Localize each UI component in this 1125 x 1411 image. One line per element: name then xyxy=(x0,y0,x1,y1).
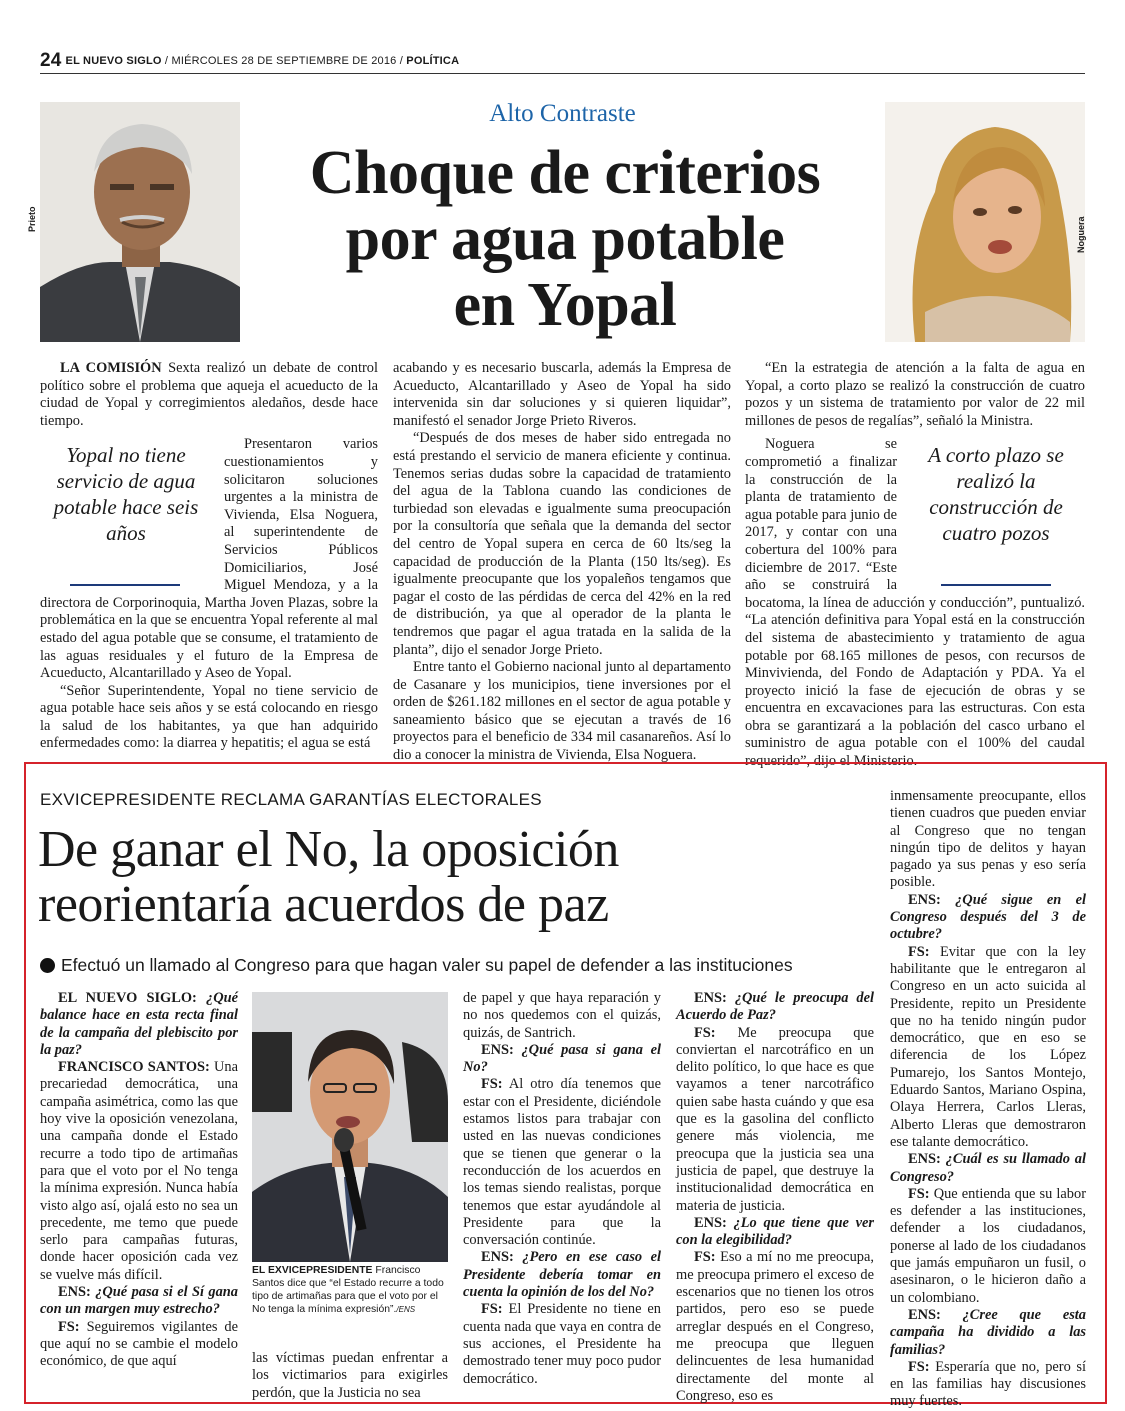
masthead-brand: EL NUEVO SIGLO xyxy=(65,55,162,67)
caption-credit: /ENS xyxy=(396,1305,416,1314)
interview-answer: FS: Eso a mí no me preocupa, me preocupa primero el exceso de escenarios que no tienen los otros partidos, pero eso se puede arreglar después en el Congreso, me preocupa que lleguen delincuentes de lesa humanidad directamente del monte al Congreso, eso es xyxy=(676,1249,874,1404)
article-column-1 xyxy=(40,360,378,755)
body-paragraph: Entre tanto el Gobierno nacional junto al departamento de Casanare y los municipios, tiene inversiones por el orden de $261.182 millones en el sector de agua potable y saneamiento básico que se ejecutan a través de 16 proyectos para el beneficio de 334 mil casanareños. Así lo dio a conocer la ministra de Vivienda, Elsa Noguera. xyxy=(393,659,731,764)
interview-answer: FS: Esperaría que no, pero sí en las familias hay discusiones muy fuertes. xyxy=(890,1358,1086,1410)
pull-quote-text: Yopal no tiene servicio de agua potable hace seis años xyxy=(53,443,199,546)
interview-column-4 xyxy=(676,990,874,1404)
interview-question: ENS: ¿Lo que tiene que ver con la elegibilidad? xyxy=(676,1214,874,1249)
interview-column-2 xyxy=(252,1350,448,1402)
interview-answer: las víctimas puedan enfrentar a los victimarios para exigirles perdón, que la Justicia no sea xyxy=(252,1350,448,1401)
main-headline xyxy=(240,140,890,338)
headline-line: por agua potable xyxy=(345,205,785,273)
headline-line: reorientaría acuerdos de paz xyxy=(38,876,609,933)
section-name: POLÍTICA xyxy=(406,55,460,67)
photo-credit-prieto: Prieto xyxy=(27,206,37,232)
interview-answer: FS: Al otro día tenemos que estar con el Presidente, diciéndole estamos listos para trabajar con usted en las nuevas condiciones que se tienen que generar o la reconducción de los acuerdos en los temas siendo realistas, porque tenemos que estar ayudándole al Presidente para que la conversación continúe. xyxy=(463,1076,661,1249)
lead-in: LA COMISIÓN xyxy=(60,360,162,376)
pull-quote-left xyxy=(40,436,212,586)
interview-headline xyxy=(38,822,878,932)
interview-question: ENS: ¿Qué pasa si el Sí gana con un margen muy estrecho? xyxy=(40,1284,238,1318)
bullet-dot-icon xyxy=(40,958,55,973)
interview-question: EL NUEVO SIGLO: ¿Qué balance hace en esta recta final de la campaña del plebiscito por la paz? xyxy=(40,990,238,1058)
interview-answer: FS: El Presidente no tiene en cuenta nada que vaya en contra de sus acciones, el Presidente ha demostrado tener muy poco pudor democrático. xyxy=(463,1301,661,1387)
body-paragraph: “En la estrategia de atención a la falta de agua en Yopal, a corto plazo se realizó la construcción de cuatro pozos y un sistema de tratamiento por valor de 22 mil millones de pesos de regalías”, señaló la Ministra. xyxy=(745,360,1085,429)
body-paragraph: LA COMISIÓN Sexta realizó un debate de control político sobre el problema que aqueja el acueducto de la ciudad de Yopal y corregimientos aledaños, desde hace tiempo. xyxy=(40,360,378,429)
header-rule xyxy=(40,73,1085,74)
interview-column-1 xyxy=(40,990,238,1398)
headline-line: en Yopal xyxy=(453,271,677,339)
body-paragraph: “Después de dos meses de haber sido entregada no está prestando el servicio de manera eficiente y continua. Tenemos serias dudas sobre la capacidad de tratamiento del agua de la Tablona cuando las condiciones de turbiedad son elevadas e igualmente suma preocupación por la consultoría que señala que la demanda del sector del centro de Yopal supera en cerca de 60 lts/seg la capacidad de producción de la Planta (150 lts/seg). Es igualmente preocupante que los yopaleños tengamos que pagar el costo de las pérdidas de cerca del 42% en la red de distribución, ya que al operador de la planta le tendremos que pagar el agua tratada en la salida de la planta”, dijo el senador Jorge Prieto. xyxy=(393,430,731,658)
interview-question: ENS: ¿Pero en ese caso el Presidente debería tomar en cuenta la opinión de los del No? xyxy=(463,1249,661,1301)
interview-answer: FS: Me preocupa que conviertan el narcotráfico en un delito político, lo que hace es que vayamos a tener narcotráfico quien sabe hasta cuándo y que esa que es la gasolina del conflicto genere más violencia, me preocupa que la justicia sea una justicia de papel, que destruye la institucionalidad democrática en materia de justicia. xyxy=(676,1024,874,1214)
headline-line: De ganar el No, la oposición xyxy=(38,821,619,878)
interview-column-5 xyxy=(890,788,1086,1410)
interview-question: ENS: ¿Qué sigue en el Congreso después del 3 de octubre? xyxy=(890,891,1086,943)
photo-credit-noguera: Noguera xyxy=(1076,216,1086,253)
pull-quote-text: A corto plazo se realizó la construcción de cuatro pozos xyxy=(928,443,1064,546)
interview-answer: FS: Que entienda que su labor es defender a las instituciones, defender a los ciudadanos, ponerse al lado de los ciudadanos que jamás empuñaron un fusil, o asesinaron, o le hicieron daño a un colombiano. xyxy=(890,1185,1086,1306)
body-paragraph: “Señor Superintendente, Yopal no tiene servicio de agua potable hace seis años y se está colocando en riesgo la salud de los habitantes, ya que han adquirido enfermedades como: la diarrea y hepatitis; el agua se está xyxy=(40,682,378,752)
folio-separator: / xyxy=(161,55,172,67)
body-paragraph: Presentaron varios cuestionamientos y solicitaron soluciones urgentes a la ministra de Vivienda, Elsa Noguera, al superintendente de Servicios Públicos Domiciliarios, José Miguel Mendoza, y a la directora de Corporinoquia, Martha Joven Plazas, sobre la problemática en la que se encuentra Yopal referente al mal estado del agua potable que se consume, el tratamiento de las aguas residuales y el futuro de la Empresa de Acueducto, Alcantarillado y Aseo de Yopal. xyxy=(40,436,378,682)
article-column-2 xyxy=(393,360,731,764)
folio-separator: / xyxy=(396,55,407,67)
interview-subhead: Efectuó un llamado al Congreso para que hagan valer su papel de defender a las instituciones xyxy=(40,955,880,976)
page-folio xyxy=(40,50,459,72)
interview-answer: FS: Seguiremos vigilantes de que aquí no se cambie el modelo económico, de que aquí xyxy=(40,1318,238,1370)
pull-quote-right xyxy=(907,436,1085,586)
body-paragraph: Noguera se comprometió a finalizar la construcción de la planta de tratamiento de agua potable para junio de 2017, y contar con una cobertura del 100% para diciembre de 2017. “Este año se construirá la bocatoma, la línea de aducción y conducción”, puntualizó. “La atención definitiva para Yopal está en la construcción del sistema de abastecimiento y tratamiento de agua potable por 68.165 millones de pesos, con recursos de Minvivienda, del Fondo de Adaptación y PDA. Ya el proyecto inició la fase de ejecución de obras y se encuentra en excavaciones para las estructuras. Con esta obra se garantizará a la población del casco urbano el suministro de agua potable con el 100% del caudal requerido”, dijo el Ministerio. xyxy=(745,436,1085,770)
photo-caption: EL EXVICEPRESIDENTE Francisco Santos dice que “el Estado recurre a todo tipo de artimañas para que el voto por el No tenga la mínima expresión”./ENS xyxy=(252,1265,444,1315)
interview-question: ENS: ¿Qué le preocupa del Acuerdo de Paz? xyxy=(676,990,874,1024)
interview-question: ENS: ¿Qué pasa si gana el No? xyxy=(463,1041,661,1076)
interview-answer: FRANCISCO SANTOS: Una precariedad democrática, una campaña asimétrica, como las que hoy vive la oposición venezolana, una campaña donde el Estado recurre a todo tipo de artimañas para que el voto por el No tenga la mínima expresión. Nunca había visto algo así, ojalá esto no sea un precedente, me temo que puede serlo para campañas futuras, donde hacer oposición cada vez se vuelve más difícil. xyxy=(40,1059,238,1283)
photo-prieto xyxy=(40,102,240,342)
photo-francisco-santos xyxy=(252,992,448,1262)
story-topic-label: EXVICEPRESIDENTE RECLAMA GARANTÍAS ELECTORALES xyxy=(40,790,542,809)
section-kicker: Alto Contraste xyxy=(489,100,636,127)
interview-column-3 xyxy=(463,990,661,1398)
article-column-3 xyxy=(745,360,1085,770)
interview-answer: FS: Evitar que con la ley habilitante que le entregaron al Congreso en un acto suicida al Presidente, repito un Presidente que no ha tenido ningún pudor democrático, que en eso se diferencia de los López Pumarejo, los Santos Montejo, Eduardo Santos, Mariano Ospina, Olaya Herrera, Carlos Lleras, Alberto Lleras que demostraron ese talante democrático. xyxy=(890,943,1086,1150)
issue-date: MIÉRCOLES 28 DE SEPTIEMBRE DE 2016 xyxy=(171,55,397,67)
caption-lead: EL EXVICEPRESIDENTE xyxy=(252,1265,373,1276)
interview-answer: inmensamente preocupante, ellos tienen cuadros que pueden enviar al Congreso que no tengan ningún tipo de delitos y hayan pagado ya sus penas y eso sería posible. xyxy=(890,788,1086,891)
interview-answer: de papel y que haya reparación y no nos quedemos con el quizás, quizás, de Santrich. xyxy=(463,990,661,1041)
pull-quote-rule xyxy=(941,584,1051,586)
pull-quote-rule xyxy=(70,584,180,586)
body-paragraph: acabando y es necesario buscarla, además la Empresa de Acueducto, Alcantarillado y Aseo de Yopal ha sido intervenida sin dar soluciones y si quieren liquidar”, manifestó el senador Jorge Prieto Riveros. xyxy=(393,360,731,429)
interview-question: ENS: ¿Cuál es su llamado al Congreso? xyxy=(890,1151,1086,1185)
headline-line: Choque de criterios xyxy=(309,139,821,207)
photo-noguera xyxy=(885,102,1085,342)
page-number: 24 xyxy=(40,50,62,71)
interview-question: ENS: ¿Cree que esta campaña ha dividido a las familias? xyxy=(890,1306,1086,1358)
